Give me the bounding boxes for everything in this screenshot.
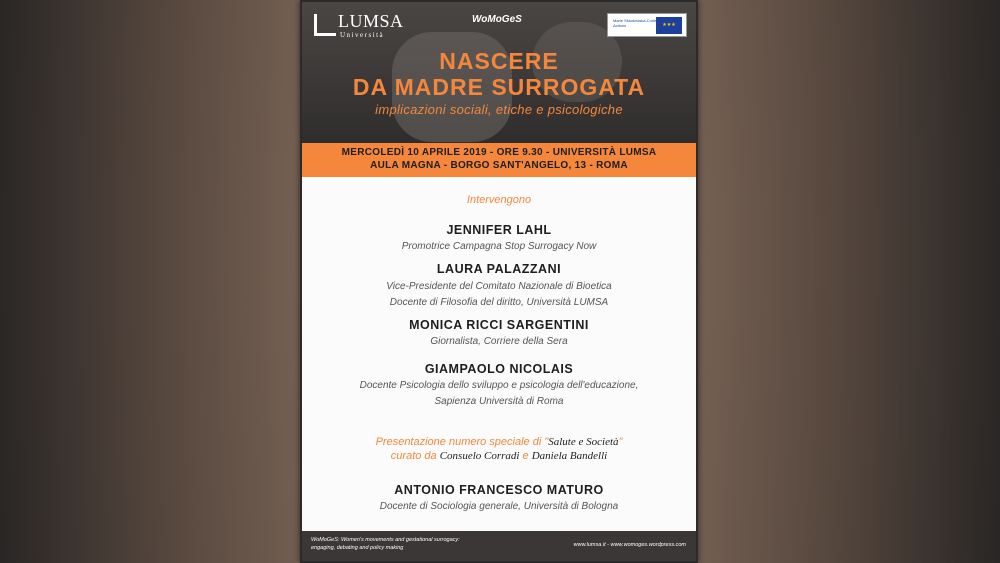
editor-name: Daniela Bandelli	[531, 450, 608, 462]
event-poster	[300, 0, 698, 563]
event-venue: AULA MAGNA - BORGO SANT'ANGELO, 13 - ROMA	[370, 160, 628, 171]
speaker-name: JENNIFER LAHL	[446, 223, 552, 237]
eu-badge	[607, 13, 687, 37]
speaker-name: GIAMPAOLO NICOLAIS	[424, 362, 574, 376]
date-band	[302, 143, 696, 177]
speaker-role: Sapienza Università di Roma	[434, 396, 564, 407]
speakers-heading: Intervengono	[466, 194, 532, 206]
poster-footer	[302, 531, 696, 561]
conjunction: e	[519, 450, 532, 462]
event-title-line2: DA MADRE SURROGATA	[352, 74, 646, 100]
eu-badge-text: Marie Skłodowska-Curie Actions	[613, 18, 657, 28]
speaker-name: MONICA RICCI SARGENTINI	[409, 318, 589, 332]
curated-prefix: curato da	[390, 450, 440, 462]
footer-websites: www.lumsa.it - www.womoges.wordpress.com	[573, 542, 686, 548]
journal-title: Salute e Società	[548, 436, 619, 448]
logo-name: LUMSA	[338, 11, 404, 31]
logo-subtitle: Università	[340, 31, 385, 39]
background-blur-left	[0, 0, 300, 563]
presentation-line1	[302, 436, 696, 448]
closing-speaker-role: Docente di Sociologia generale, Università di Bologna	[379, 501, 619, 512]
event-subtitle: implicazioni sociali, etiche e psicologiche	[375, 102, 623, 117]
presentation-suffix: "	[618, 436, 623, 448]
event-date: MERCOLEDÌ 10 APRILE 2019 - ORE 9.30 - UNIVERSITÀ LUMSA	[341, 147, 657, 158]
speaker-role: Giornalista, Corriere della Sera	[430, 336, 568, 347]
presentation-prefix: Presentazione numero speciale di "	[375, 436, 549, 448]
speaker-role: Promotrice Campagna Stop Surrogacy Now	[401, 241, 597, 252]
presentation-line2	[302, 450, 696, 462]
speaker-role: Docente Psicologia dello sviluppo e psicologia dell'educazione,	[359, 380, 639, 391]
eu-flag-icon: ★★★	[656, 17, 682, 34]
editor-name: Consuelo Corradi	[439, 450, 520, 462]
closing-speaker-name: ANTONIO FRANCESCO MATURO	[394, 483, 604, 497]
footer-project-description: WoMoGeS: Women's movements and gestational surrogacy: engaging, debating and policy making	[311, 537, 460, 551]
speaker-role: Docente di Filosofia del diritto, Università LUMSA	[389, 297, 609, 308]
speaker-role: Vice-Presidente del Comitato Nazionale di Bioetica	[386, 281, 612, 292]
poster-header	[302, 2, 696, 143]
project-name: WoMoGeS	[472, 14, 522, 25]
event-title-line1: NASCERE	[439, 48, 559, 74]
lumsa-logo-icon	[314, 14, 336, 36]
background-blur-right	[698, 0, 1000, 563]
speaker-name: LAURA PALAZZANI	[436, 262, 562, 276]
